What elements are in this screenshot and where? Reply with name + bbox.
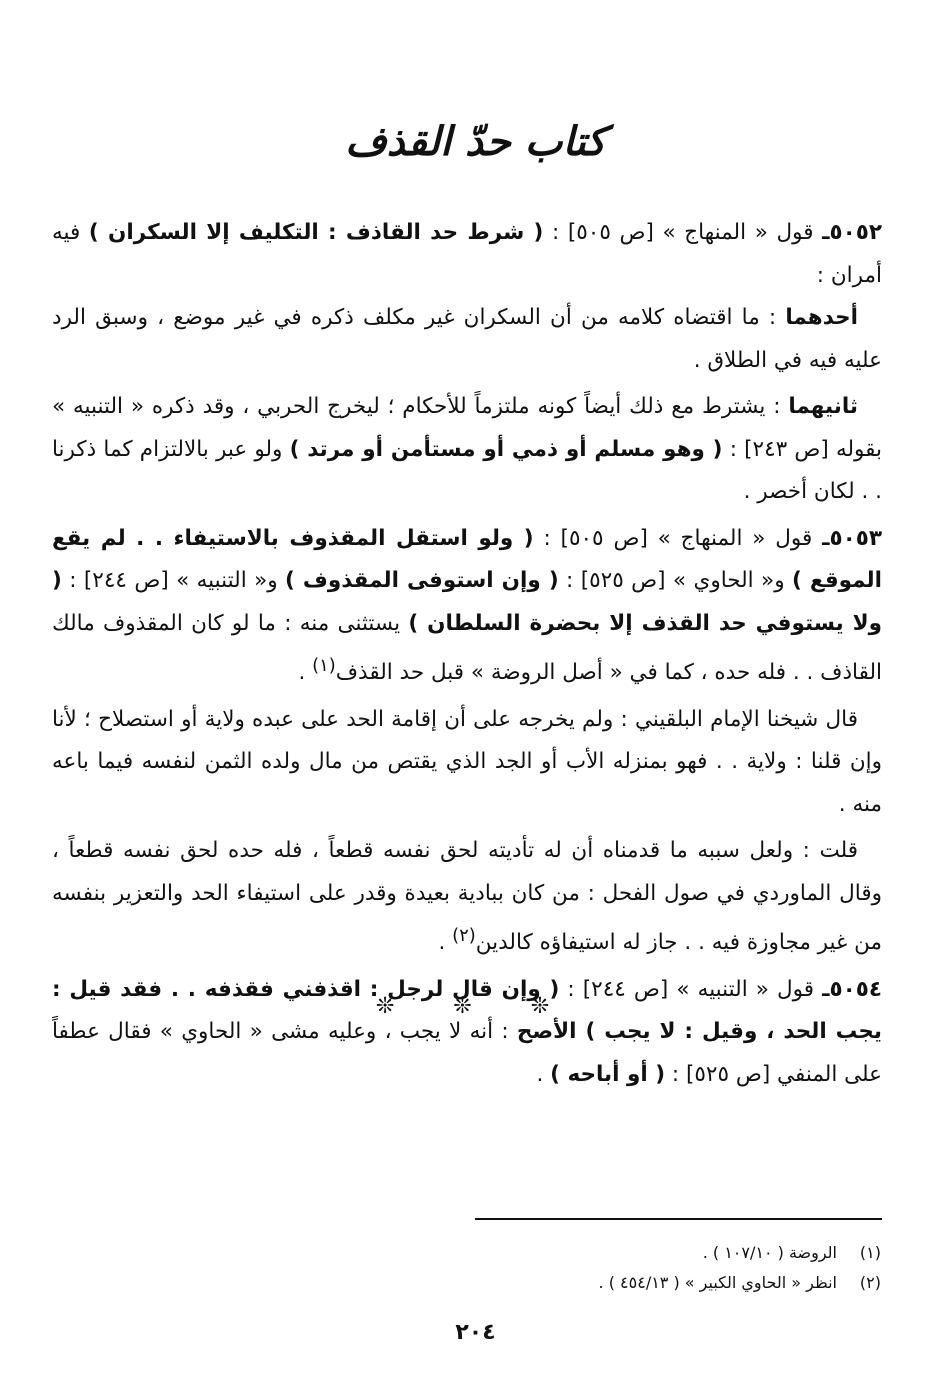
paragraph-5053 [52,518,882,695]
section-separator: ❊ ❊ ❊ [375,994,576,1019]
footnote-text: الروضة ( ١٠٧/١٠ ) . [702,1243,837,1262]
issue-number: ٥٠٥٣ـ [822,525,882,551]
quoted-text: ( ولو استقل المقذوف بالاستيفاء . . لم يقع الموقع ) [52,525,882,593]
text-run: . [438,930,453,956]
quoted-text: ( وإن قال لرجل : اقذفني فقذفه . . فقد قيل : يجب الحد ، وقيل : لا يجب ) الأصح [52,976,882,1045]
text-run: قال شيخنا الإمام البلقيني : ولم يخرجه على أن إقامة الحد على عبده ولاية أو استصلاح ؛ لأنا وإن قلنا : ولاية . . فهو بمنزله الأب أو الجد الذي يقتص من مال ولده الثمن لنفسه فيما باعه منه . [52,706,882,817]
quoted-text: ( ولا يستوفي حد القذف إلا بحضرة السلطان ) [52,568,882,636]
paragraph-5054 [52,969,882,1097]
text-run: : أنه لا يجب ، وعليه مشى « الحاوي » فقال عطفاً على المنفي [ص ٥٢٥] : [52,1019,882,1087]
paragraph-second [52,386,882,514]
text-run: قول « المنهاج » [ص ٥٠٥] : [533,525,823,551]
footnote-divider [475,1218,882,1220]
text-run: . [536,1061,551,1087]
paragraph-5052 [52,212,882,297]
footnote-number: (٢) [859,1273,881,1292]
subheading: أحدهما [785,305,858,330]
page-number: ٢٠٤ [455,1320,496,1345]
subheading: ثانيهما [788,394,858,419]
text-run: و« التنبيه » [ص ٢٤٤] : [61,568,286,593]
footnote-item [181,1238,881,1268]
text-run: فيه أمران : [52,220,882,288]
footnote-number: (١) [859,1243,881,1262]
paragraph-bulqini [52,699,882,827]
text-run: : ما اقتضاه كلامه من أن السكران غير مكلف ذكره في غير موضع ، وسبق الرد عليه فيه في الطلاق . [52,305,882,373]
footnote-text: انظر « الحاوي الكبير » ( ٤٥٤/١٣ ) . [598,1273,837,1292]
text-run: قول « المنهاج » [ص ٥٠٥] : [543,220,823,245]
footnotes [181,1238,881,1298]
issue-number: ٥٠٥٤ـ [822,976,883,1002]
text-run: ولو عبر بالالتزام كما ذكرنا . . لكان أخصر . [52,436,882,504]
text-run: : يشترط مع ذلك أيضاً كونه ملتزماً للأحكام ؛ ليخرج الحربي ، وقد ذكره « التنبيه » بقوله [ص ٢٤٣] : [52,394,882,462]
text-run: و« الحاوي » [ص ٥٢٥] : [558,568,792,593]
quoted-text: ( أو أباحه ) [550,1061,666,1087]
quoted-text: ( وإن استوفى المقذوف ) [285,568,559,593]
chapter-title: كتاب حدّ القذف [345,118,606,165]
footnote-item [181,1268,881,1298]
issue-number: ٥٠٥٢ـ [822,220,882,245]
text-run: . [298,660,313,686]
paragraph-first [52,297,882,382]
footnote-ref: (٢) [452,925,476,947]
footnote-ref: (١) [312,655,336,676]
quoted-text: ( شرط حد القاذف : التكليف إلا السكران ) [88,220,544,245]
text-run: قلت : ولعل سببه ما قدمناه أن له تأديته لحق نفسه قطعاً ، فله حده لحق نفسه قطعاً ، وقال الماوردي في صول الفحل : من كان ببادية بعيدة وقدر على استيفاء الحد والتعزير بنفسه من غير مجاوزة فيه . . جاز له استيفاؤه كالدين [52,838,882,956]
paragraph-qultu [52,830,882,965]
text-run: قول « التنبيه » [ص ٢٤٤] : [559,976,823,1002]
text-run: يستثنى منه : ما لو كان المقذوف مالك القاذف . . فله حده ، كما في « أصل الروضة » قبل حد القذف [52,610,882,686]
body-text [52,208,882,1096]
quoted-text: ( وهو مسلم أو ذمي أو مستأمن أو مرتد ) [289,436,723,462]
